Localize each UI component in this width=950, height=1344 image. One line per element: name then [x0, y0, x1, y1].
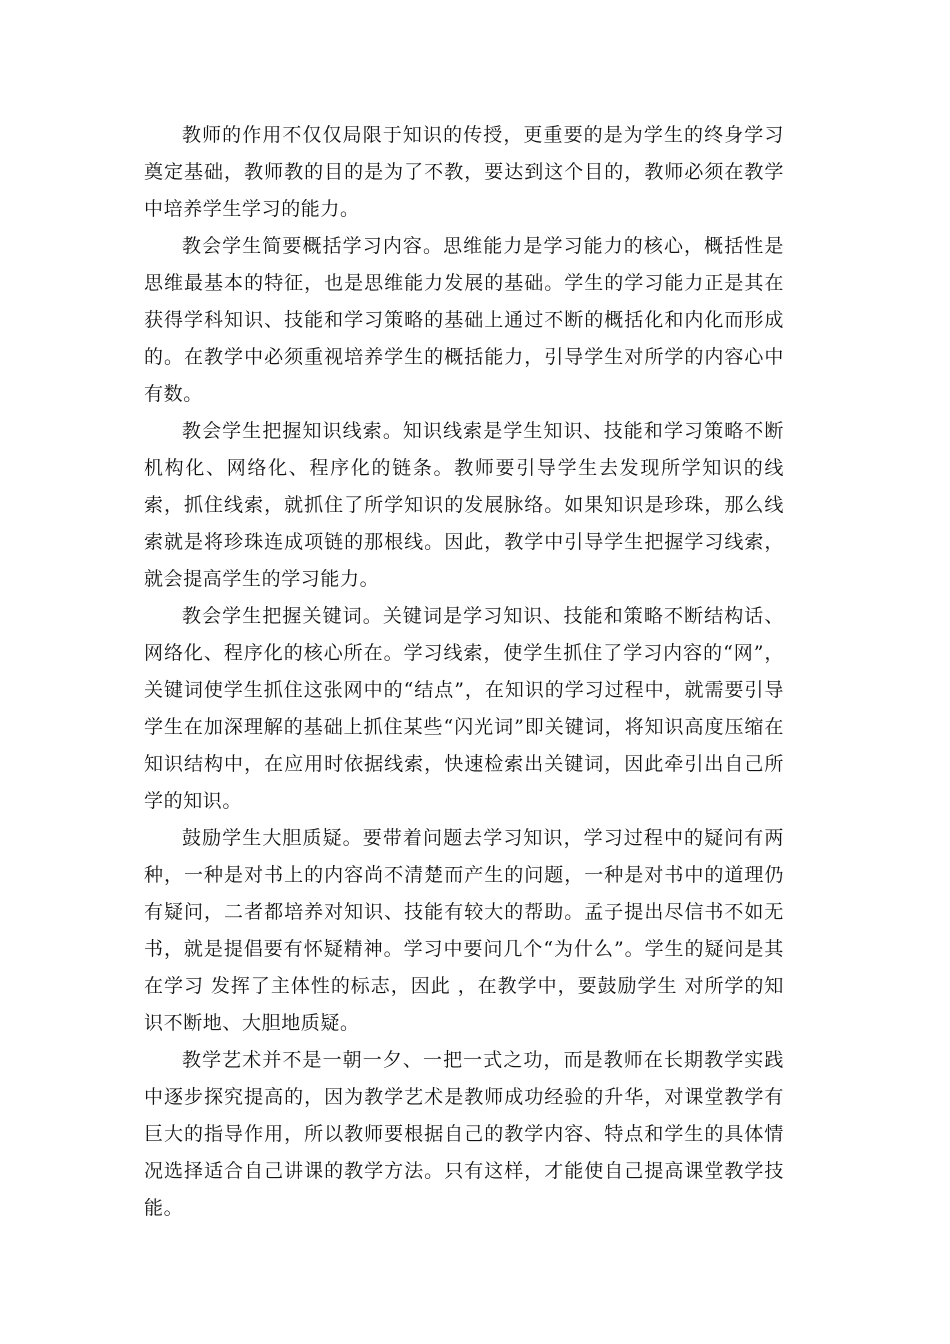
paragraph-knowledge-clues: 教会学生把握知识线索。知识线索是学生知识、技能和学习策略不断机构化、网络化、程序化的链条。教师要引导学生去发现所学知识的线索，抓住线索，就抓住了所学知识的发展脉络。如果知识是珍珠，那么线索就是将珍珠连成项链的那根线。因此，教学中引导学生把握学习线索，就会提高学生的学习能力。 — [144, 420, 784, 590]
paragraph-summarize: 教会学生简要概括学习内容。思维能力是学习能力的核心，概括性是思维最基本的特征，也是思维能力发展的基础。学生的学习能力正是其在获得学科知识、技能和学习策略的基础上通过不断的概括化和内化而形成的。在教学中必须重视培养学生的概括能力，引导学生对所学的内容心中有数。 — [144, 235, 784, 405]
paragraph-intro: 教师的作用不仅仅局限于知识的传授，更重要的是为学生的终身学习奠定基础，教师教的目的是为了不教，要达到这个目的，教师必须在教学中培养学生学习的能力。 — [144, 124, 784, 220]
paragraph-questioning: 鼓励学生大胆质疑。要带着问题去学习知识，学习过程中的疑问有两种，一种是对书上的内容尚不清楚而产生的问题，一种是对书中的道理仍有疑问，二者都培养对知识、技能有较大的帮助。孟子提出尽信书不如无书，就是提倡要有怀疑精神。学习中要问几个“为什么”。学生的疑问是其在学习 发挥了主体性的标志，因此 ，在教学中，要鼓励学生 对所学的知识不断地、大胆地质疑。 — [144, 827, 784, 1034]
document-body — [144, 117, 784, 1227]
paragraph-teaching-art: 教学艺术并不是一朝一夕、一把一式之功，而是教师在长期教学实践中逐步探究提高的，因为教学艺术是教师成功经验的升华，对课堂教学有巨大的指导作用，所以教师要根据自己的教学内容、特点和学生的具体情况选择适合自己讲课的教学方法。只有这样，才能使自己提高课堂教学技能。 — [144, 1049, 784, 1219]
paragraph-keywords: 教会学生把握关键词。关键词是学习知识、技能和策略不断结构话、网络化、程序化的核心所在。学习线索，使学生抓住了学习内容的“网”，关键词使学生抓住这张网中的“结点”，在知识的学习过程中，就需要引导学生在加深理解的基础上抓住某些“闪光词”即关键词，将知识高度压缩在知识结构中，在应用时依据线索，快速检索出关键词，因此牵引出自己所学的知识。 — [144, 605, 784, 812]
